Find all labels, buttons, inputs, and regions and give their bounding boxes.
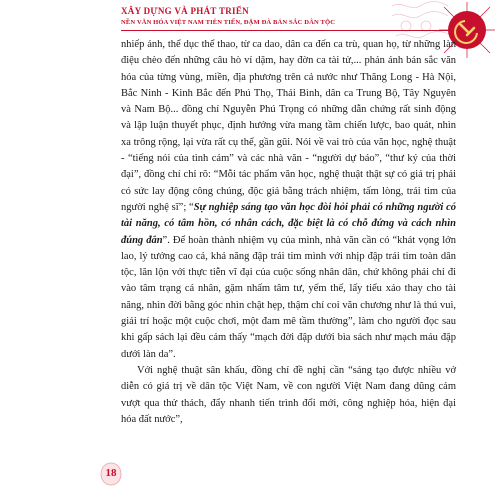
paragraph-2: Với nghệ thuật sân khấu, đồng chí đề nghị cần “sáng tạo được nhiều vở diễn có giá trị về dân tộc Việt Nam, về con người Việt Nam đang dũng cảm vượt qua thử thách, đẩy nhanh tiến trình đổi mới, công nghiệp hóa, hiện đại hóa đất nước”,	[121, 364, 456, 425]
header-title: XÂY DỰNG VÀ PHÁT TRIỂN	[121, 6, 249, 16]
paragraph-1-part-1: nhiếp ảnh, thể dục thể thao, từ ca dao, dân ca đến ca trù, quan họ, từ những làn điệu chèo đến những câu hò ví dặm, hay đờn ca tài tử,... phản ánh bản sắc văn hóa của từng vùng, miền, địa phương trên cả nước như Thăng Long - Hà Nội, Bắc Ninh - Kinh Bắc đến Phú Thọ, Thái Bình, dân ca Trung Bộ, Tây Nguyên và Nam Bộ... đồng chí Nguyễn Phú Trọng có những dẫn chứng rất sinh động và lập luận thuyết phục, định hướng vừa mang tầm chiến lược, bao quát, nhìn xa trông rộng, lại vừa rất cụ thể, gần gũi. Nói về vai trò của văn học, nghệ thuật - “tiếng nói của tình cảm” và các nhà văn - “người dự báo”, “thư ký của thời đại”, đồng chí chỉ rõ: “Mỗi tác phẩm văn học, nghệ thuật thật sự có giá trị phải có sức lay động công chúng, độc giả bằng trách nhiệm, tấm lòng, trái tim của người nghệ sĩ”; “	[121, 39, 456, 213]
header-subtitle: NỀN VĂN HÓA VIỆT NAM TIÊN TIẾN, ĐẬM ĐÀ BẢN SẮC DÂN TỘC	[121, 19, 336, 26]
body-text	[121, 37, 456, 428]
header-rule	[121, 30, 456, 31]
paragraph-1-part-3: ”. Để hoàn thành nhiệm vụ của mình, nhà văn cần có “khát vọng lớn lao, lý tưởng cao cả, khả năng đập trái tim mình với nhịp đập trái tim toàn dân tộc, lăn lộn với thực tiễn vĩ đại của cuộc sống nhân dân, chứ không phải chỉ đi vào tâm trạng cá nhân, gặm nhấm tâm tư, yếm thế, lấy tiểu xảo thay cho tài năng, nhìn đời bằng góc nhìn chật hẹp, thậm chí coi văn chương như là thú vui, giải trí hoặc một cuộc chơi, một đam mê tầm thường”, làm cho người đọc sau khi gấp sách lại đều cảm thấy “mạch đời đập dưới bìa sách như mạch máu đập dưới làn da”.	[121, 234, 456, 360]
page-number-badge	[100, 462, 122, 486]
italic-quote: Sự nghiệp sáng tạo văn học đòi hỏi phải có những người có tài năng, có tâm hồn, có nhân cách, đặc biệt là có chỗ đứng và cách nhìn đúng đắn	[121, 201, 456, 246]
paragraph-1	[121, 37, 456, 363]
page-number: 18	[105, 467, 117, 479]
